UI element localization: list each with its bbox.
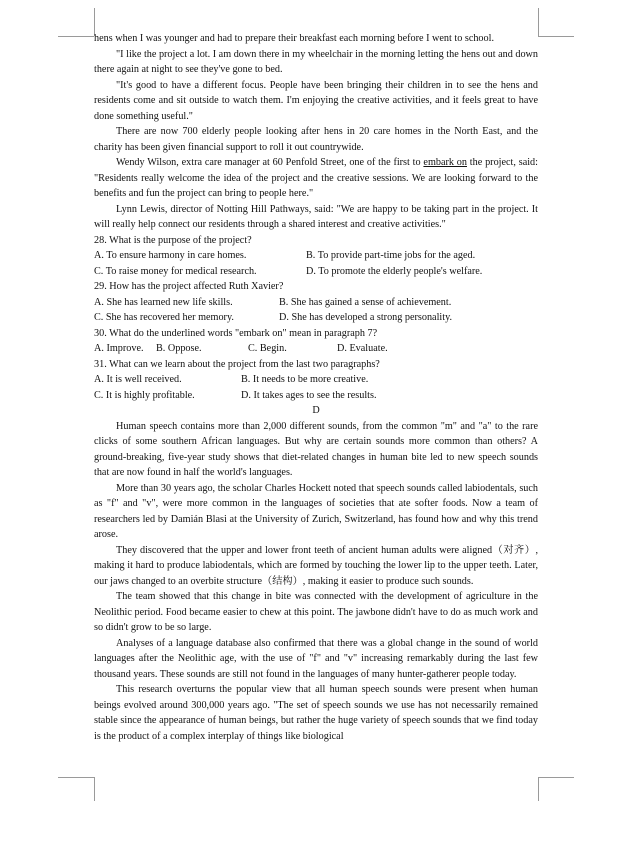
option-b: B. To provide part-time jobs for the aged. bbox=[306, 250, 476, 261]
option-c: C. To raise money for medical research. bbox=[94, 265, 257, 277]
question-31-options-row-2 bbox=[94, 388, 538, 404]
passage-paragraph: "I like the project a lot. I am down there in my wheelchair in the morning letting the hens out and down there again at night to see they've gone to bed. bbox=[94, 48, 538, 75]
paragraph-text: the project, said: "Residents really welcome the idea of the project and the creative sessions. We are looking forward to the benefits and fun the project can bring to people here." bbox=[94, 157, 538, 199]
option-a: A. Improve. bbox=[94, 343, 144, 354]
passage-paragraph: Lynn Lewis, director of Notting Hill Pathways, said: "We are happy to be taking part in the project. It will really help connect our residents through a shared interest and creative activities." bbox=[94, 203, 538, 230]
passage-paragraph: There are now 700 elderly people looking after hens in 20 care homes in the North East, and the charity has been given financial support to roll it out countrywide. bbox=[94, 126, 538, 153]
passage-paragraph: "It's good to have a different focus. People have been bringing their children in to see the hens and residents come and sit outside to watch them. I'm enjoying the creative activities, and it feels great to have done something useful." bbox=[94, 79, 538, 122]
option-d: D. To promote the elderly people's welfare. bbox=[306, 265, 483, 277]
question-31: 31. What can we learn about the project from the last two paragraphs? bbox=[94, 358, 380, 370]
document-body bbox=[94, 31, 538, 744]
passage-paragraph-embark bbox=[94, 155, 538, 202]
passage-paragraph: More than 30 years ago, the scholar Charles Hockett noted that speech sounds called labiodentals, such as "f" and "v", were more common in the languages of societies that ate softer foods. Now a team of researchers led by Damián Blasi at the University of Zurich, Switzerland, has found how and why this trend arose. bbox=[94, 482, 538, 540]
paragraph-text: Wendy Wilson, extra care manager at 60 Penfold Street, one of the first to bbox=[116, 157, 424, 168]
question-29-options-row-2 bbox=[94, 310, 538, 326]
crop-mark-top-left-h bbox=[58, 36, 94, 37]
option-c: C. She has recovered her memory. bbox=[94, 312, 234, 323]
passage-paragraph: They discovered that the upper and lower front teeth of ancient human adults were aligned（对齐）, making it hard to produce labiodentals, which are formed by touching the lower lip to the upper teeth. Later, our jaws changed to an overbite structure（结构）, making it easier to produce such sounds. bbox=[94, 544, 538, 587]
question-29: 29. How has the project affected Ruth Xavier? bbox=[94, 281, 284, 292]
passage-continuation-line: hens when I was younger and had to prepare their breakfast each morning before I went to school. bbox=[94, 33, 494, 44]
passage-paragraph: Human speech contains more than 2,000 different sounds, from the common "m" and "a" to the rare clicks of some southern African languages. But why are certain sounds more common than others? A ground-breaking, five-year study shows that diet-related changes in human bite led to new speech sounds that are now found in half the world's languages. bbox=[94, 420, 538, 478]
question-28-options-row-2 bbox=[94, 264, 538, 280]
question-31-options-row-1 bbox=[94, 372, 538, 388]
crop-mark-bottom-right-h bbox=[538, 777, 574, 778]
option-c: C. Begin. bbox=[248, 343, 287, 354]
question-29-options-row-1 bbox=[94, 295, 538, 311]
option-b: B. It needs to be more creative. bbox=[241, 374, 369, 385]
option-a: A. She has learned new life skills. bbox=[94, 296, 233, 308]
crop-mark-bottom-right-v bbox=[538, 777, 539, 801]
crop-mark-bottom-left-h bbox=[58, 777, 94, 778]
option-d: D. It takes ages to see the results. bbox=[241, 389, 377, 401]
option-b: B. Oppose. bbox=[156, 343, 202, 354]
passage-paragraph: The team showed that this change in bite was connected with the development of agriculture in the Neolithic period. Food became easier to chew at this point. The jawbone didn't have to do as much work and so didn't grow to be so large. bbox=[94, 591, 538, 633]
question-30: 30. What do the underlined words "embark on" mean in paragraph 7? bbox=[94, 327, 378, 339]
crop-mark-top-right-v bbox=[538, 8, 539, 36]
option-d: D. She has developed a strong personality. bbox=[279, 312, 453, 323]
option-b: B. She has gained a sense of achievement. bbox=[279, 296, 452, 308]
crop-mark-bottom-left-v bbox=[94, 777, 95, 801]
option-d: D. Evaluate. bbox=[337, 343, 388, 354]
question-28: 28. What is the purpose of the project? bbox=[94, 234, 252, 246]
crop-mark-top-right-h bbox=[538, 36, 574, 37]
passage-paragraph: Analyses of a language database also confirmed that there was a global change in the sound of world languages after the Neolithic age, with the use of "f" and "v" increasing remarkably during the last few thousand years. These sounds are still not found in the languages of many hunter-gatherer people today. bbox=[94, 637, 538, 680]
option-a: A. It is well received. bbox=[94, 374, 182, 385]
option-c: C. It is highly profitable. bbox=[94, 389, 195, 401]
question-28-options-row-1 bbox=[94, 248, 538, 264]
option-a: A. To ensure harmony in care homes. bbox=[94, 250, 247, 261]
question-30-options-row bbox=[94, 341, 538, 357]
underlined-phrase: embark on bbox=[423, 157, 467, 168]
section-heading: D bbox=[312, 405, 320, 416]
passage-paragraph: This research overturns the popular view that all human speech sounds were present when human beings evolved around 300,000 years ago. "The set of speech sounds we use has not necessarily remained stable since the appearance of human beings, but rather the huge variety of speech sounds that we find today is the product of a complex interplay of things like biological bbox=[94, 684, 538, 742]
